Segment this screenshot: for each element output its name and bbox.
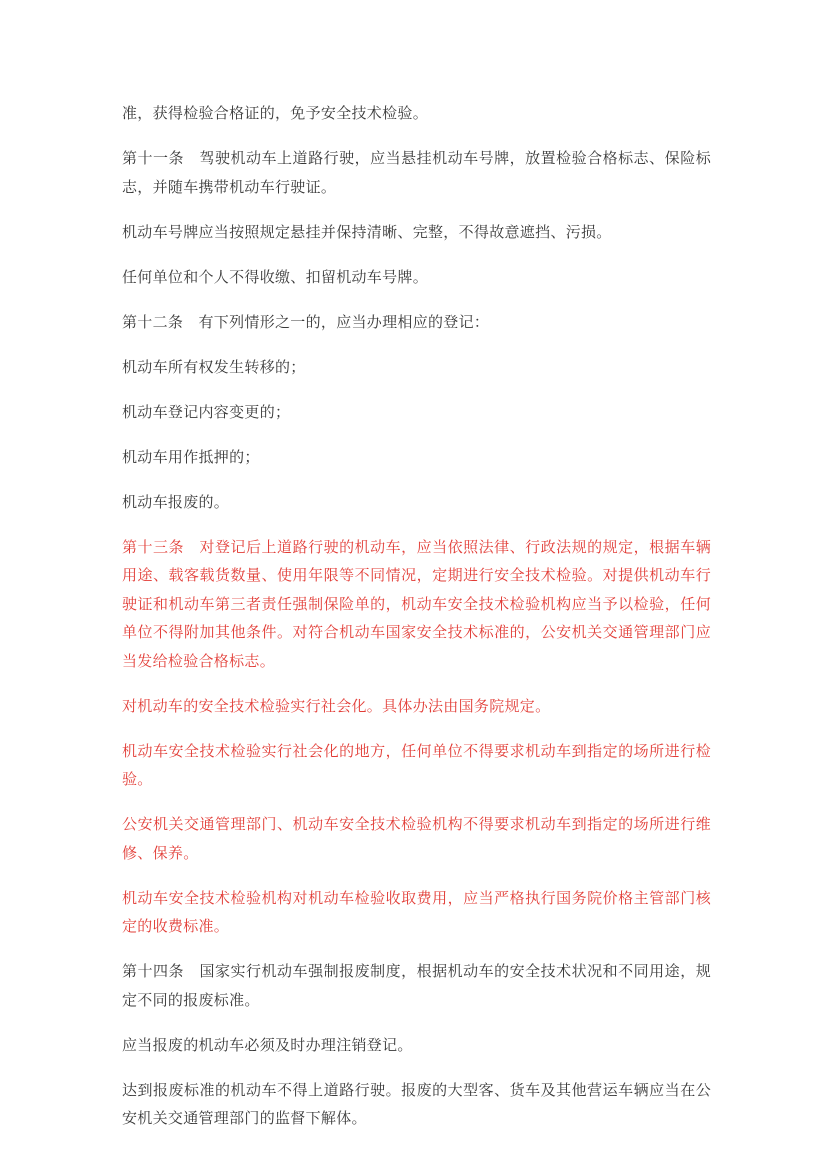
paragraph: 应当报废的机动车必须及时办理注销登记。: [122, 1037, 413, 1054]
paragraph: 机动车安全技术检验实行社会化的地方，任何单位不得要求机动车到指定的场所进行检验。: [122, 743, 711, 788]
paragraph: 对机动车的安全技术检验实行社会化。具体办法由国务院规定。: [122, 698, 551, 715]
paragraph: 机动车用作抵押的；: [122, 449, 260, 466]
document-body: [122, 100, 711, 1134]
paragraph: 第十四条 国家实行机动车强制报废制度，根据机动车的安全技术状况和不同用途，规定不同的报废标准。: [122, 964, 711, 1009]
paragraph: 第十一条 驾驶机动车上道路行驶，应当悬挂机动车号牌，放置检验合格标志、保险标志，并随车携带机动车行驶证。: [122, 151, 711, 196]
paragraph: 机动车安全技术检验机构对机动车检验收取费用，应当严格执行国务院价格主管部门核定的收费标准。: [122, 890, 711, 935]
paragraph: 机动车登记内容变更的；: [122, 404, 291, 421]
paragraph: 达到报废标准的机动车不得上道路行驶。报废的大型客、货车及其他营运车辆应当在公安机关交通管理部门的监督下解体。: [122, 1082, 711, 1127]
paragraph: 准，获得检验合格证的，免予安全技术检验。: [122, 106, 429, 122]
paragraph: 第十二条 有下列情形之一的，应当办理相应的登记：: [122, 314, 490, 331]
paragraph: 公安机关交通管理部门、机动车安全技术检验机构不得要求机动车到指定的场所进行维修、保养。: [122, 817, 711, 862]
paragraph: 任何单位和个人不得收缴、扣留机动车号牌。: [122, 269, 429, 286]
paragraph: 机动车所有权发生转移的；: [122, 359, 306, 376]
paragraph: 机动车号牌应当按照规定悬挂并保持清晰、完整，不得故意遮挡、污损。: [122, 224, 612, 241]
paragraph: 第十三条 对登记后上道路行驶的机动车，应当依照法律、行政法规的规定，根据车辆用途、载客载货数量、使用年限等不同情况，定期进行安全技术检验。对提供机动车行驶证和机动车第三者责任强制保险单的，机动车安全技术检验机构应当予以检验，任何单位不得附加其他条件。对符合机动车国家安全技术标准的，公安机关交通管理部门应当发给检验合格标志。: [122, 539, 711, 670]
paragraph: 机动车报废的。: [122, 494, 230, 511]
